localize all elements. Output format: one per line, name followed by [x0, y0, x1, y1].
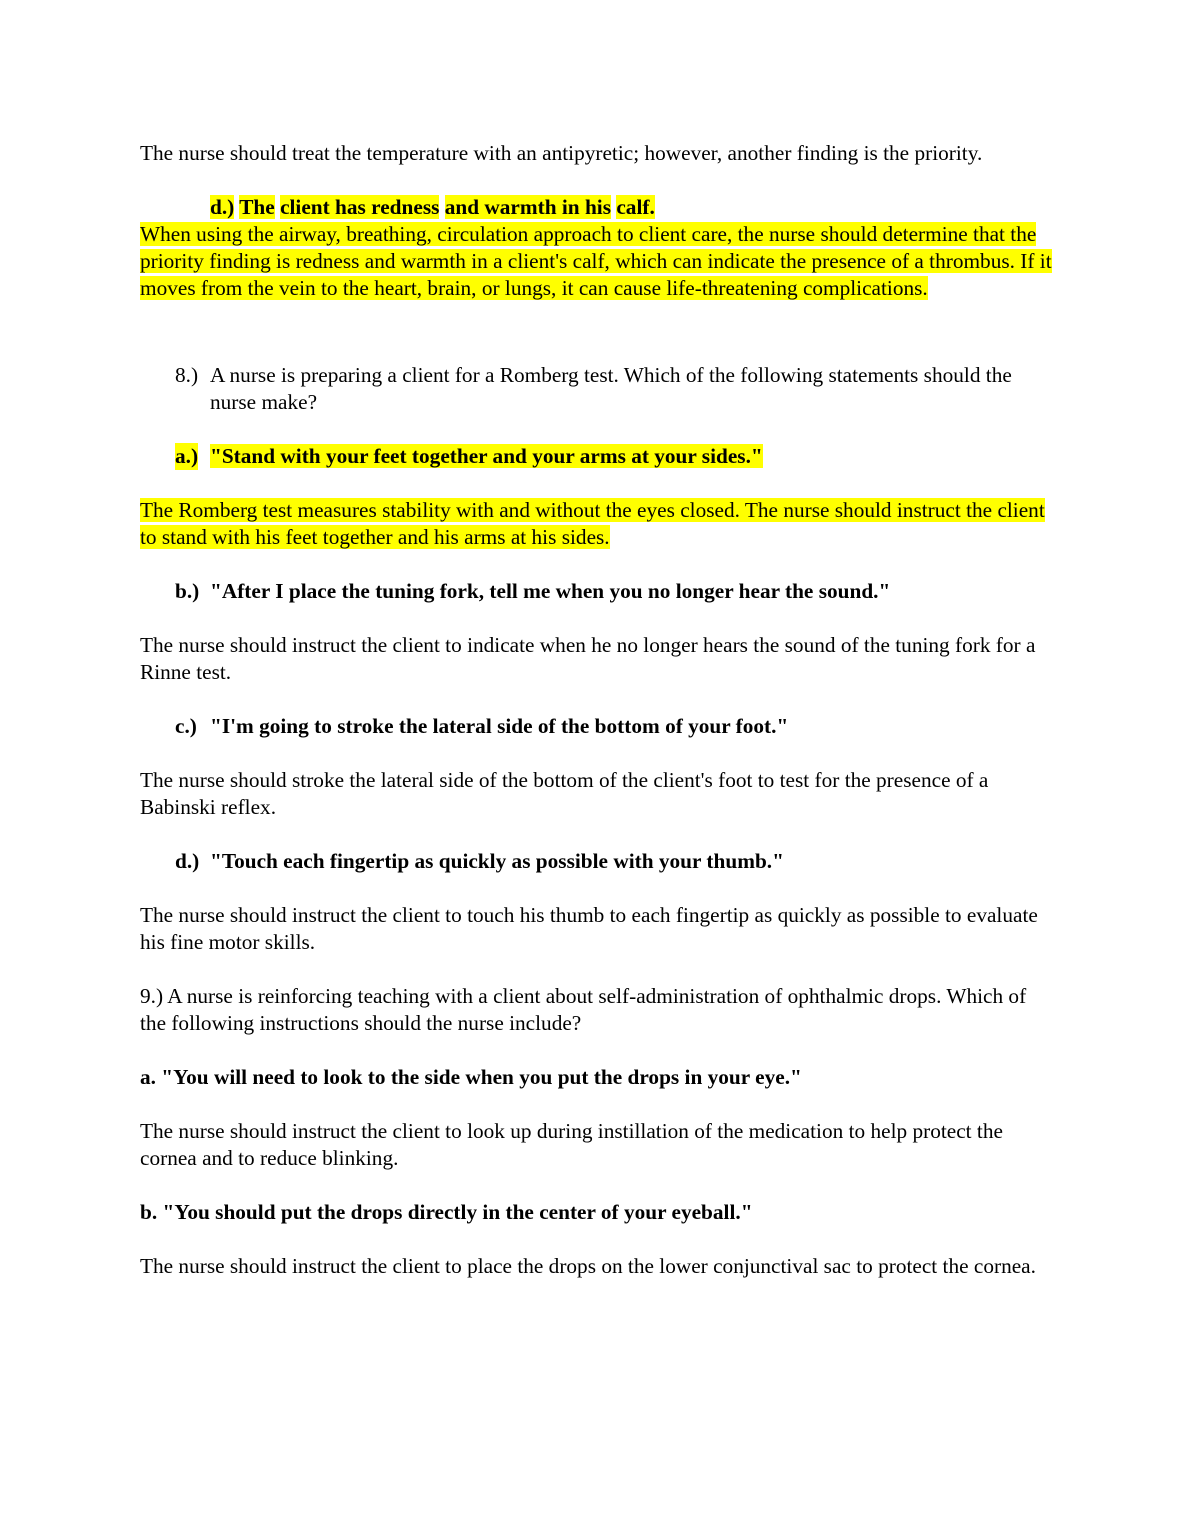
- answer-text-part: The: [239, 195, 275, 219]
- option-text: "After I place the tuning fork, tell me when you no longer hear the sound.": [210, 579, 891, 603]
- question-number: 8.): [175, 363, 199, 387]
- option-label: b.): [175, 579, 200, 603]
- option-label: d.): [175, 849, 200, 873]
- answer-q7-d: [210, 194, 1055, 221]
- option-text: "Touch each fingertip as quickly as possible with your thumb.": [210, 849, 784, 873]
- option-text: "Stand with your feet together and your arms at your sides.": [210, 444, 763, 468]
- rationale-q7-d: [140, 221, 1055, 302]
- rationale-q8-c: The nurse should stroke the lateral side of the bottom of the client's foot to test for the presence of a Babinski reflex.: [140, 768, 989, 819]
- option-label: a.): [175, 444, 199, 468]
- rationale-q8-b: The nurse should instruct the client to indicate when he no longer hears the sound of the tuning fork for a Rinne test.: [140, 633, 1036, 684]
- answer-label: d.): [210, 195, 235, 219]
- option-q8-b: [175, 578, 1055, 605]
- question-8: [175, 362, 1055, 416]
- rationale-q7-c: The nurse should treat the temperature with an antipyretic; however, another finding is the priority.: [140, 141, 983, 165]
- rationale-text: The Romberg test measures stability with and without the eyes closed. The nurse should instruct the client to stand with his feet together and his arms at his sides.: [140, 498, 1045, 549]
- option-q8-a: [175, 443, 1055, 470]
- option-q8-d: [175, 848, 1055, 875]
- option-q9-b: b. "You should put the drops directly in the center of your eyeball.": [140, 1200, 753, 1224]
- question-9: 9.) A nurse is reinforcing teaching with a client about self-administration of ophthalmic drops. Which of the following instructions should the nurse include?: [140, 984, 1027, 1035]
- answer-text-part: calf.: [616, 195, 655, 219]
- option-q9-a: a. "You will need to look to the side when you put the drops in your eye.": [140, 1065, 802, 1089]
- rationale-q9-b: The nurse should instruct the client to place the drops on the lower conjunctival sac to protect the cornea.: [140, 1254, 1036, 1278]
- document-page: [140, 140, 1055, 1280]
- answer-text-part: client has redness: [280, 195, 440, 219]
- option-q8-c: [175, 713, 1055, 740]
- option-text: "I'm going to stroke the lateral side of the bottom of your foot.": [210, 714, 789, 738]
- option-label: c.): [175, 714, 197, 738]
- answer-text-part: and warmth in his: [444, 195, 612, 219]
- question-text: A nurse is preparing a client for a Romberg test. Which of the following statements should the nurse make?: [210, 363, 1012, 414]
- rationale-q9-a: The nurse should instruct the client to look up during instillation of the medication to help protect the cornea and to reduce blinking.: [140, 1119, 1003, 1170]
- rationale-q8-d: The nurse should instruct the client to touch his thumb to each fingertip as quickly as possible to evaluate his fine motor skills.: [140, 903, 1038, 954]
- rationale-q7-d-text: When using the airway, breathing, circulation approach to client care, the nurse should determine that the priority finding is redness and warmth in a client's calf, which can indicate the presence of a thrombus. If it moves from the vein to the heart, brain, or lungs, it can cause life-threatening complications.: [140, 222, 1052, 300]
- rationale-q8-a: [140, 497, 1055, 551]
